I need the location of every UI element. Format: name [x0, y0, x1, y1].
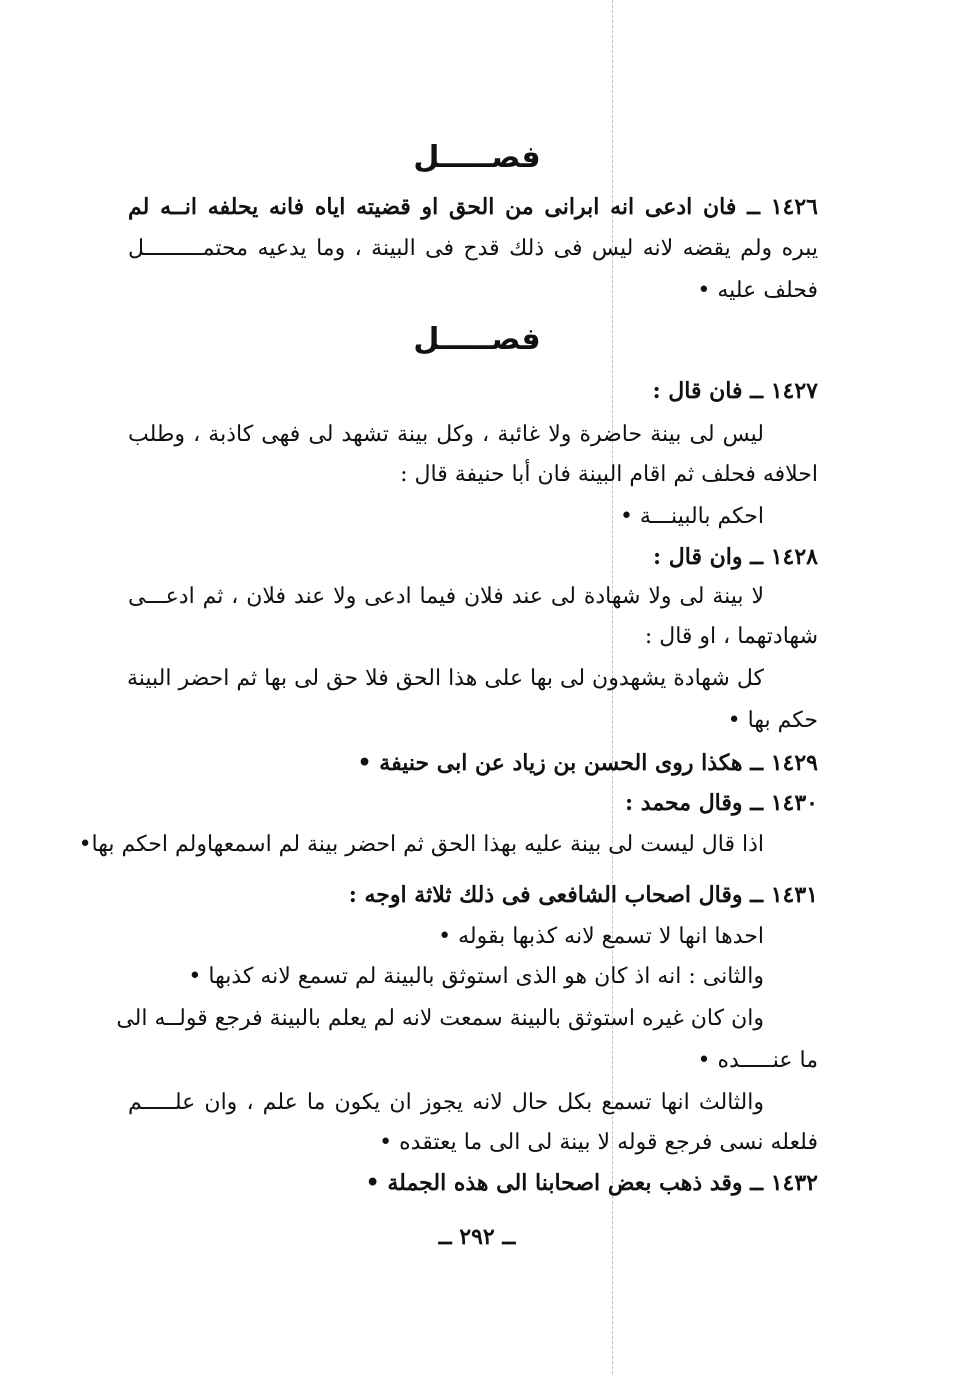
- text-line-4: ١٤٢٧ ــ فان قال :: [652, 378, 818, 404]
- text-line-15: اذا قال ليست لى بينة عليه بهذا الحق ثم احضر بينة لم اسمعهاولم احكم بها•: [78, 832, 764, 857]
- text-line-3: فحلف عليه •: [697, 278, 818, 303]
- text-line-16: ١٤٣١ ــ وقال اصحاب الشافعى فى ذلك ثلاثة اوجه :: [348, 882, 818, 908]
- text-line-20: ما عنـــــده •: [697, 1048, 818, 1073]
- section-heading-2: فصـــــل: [413, 322, 541, 357]
- text-line-18: والثانى : انه اذ كان هو الذى استوثق بالبينة لم تسمع لانه كذبها •: [188, 964, 764, 989]
- text-line-14: ١٤٣٠ ــ وقال محمد :: [625, 790, 818, 816]
- text-line-2: يبره ولم يقضه لانه ليس فى ذلك قدح فى البينة ، وما يدعيه محتمـــــــــل: [128, 236, 818, 261]
- text-line-13: ١٤٢٩ ــ هكذا روى الحسن بن زياد عن ابى حنيفة •: [357, 750, 818, 776]
- section-heading-1: فصـــــل: [413, 140, 541, 175]
- text-line-10: شهادتهما ، او قال :: [644, 624, 818, 649]
- text-line-17: احدها انها لا تسمع لانه كذبها بقوله •: [438, 924, 764, 949]
- text-line-8: ١٤٢٨ ــ وان قال :: [652, 544, 818, 570]
- page-number: ــ ٢٩٢ ــ: [438, 1224, 516, 1250]
- text-line-5: ليس لى بينة حاضرة ولا غائبة ، وكل بينة تشهد لى فهى كاذبة ، وطلب: [128, 422, 764, 447]
- text-line-12: حكم بها •: [727, 708, 818, 733]
- text-line-9: لا بينة لى ولا شهادة لى عند فلان فيما ادعى ولا عند فلان ، ثم ادعـــى: [128, 584, 764, 609]
- text-line-6: احلافه فحلف ثم اقام البينة فان أبا حنيفة قال :: [400, 462, 818, 487]
- text-line-11: كل شهادة يشهدون لى بها على هذا الحق فلا حق لى بها ثم احضر البينة: [126, 666, 764, 691]
- text-line-1: ١٤٢٦ ــ فان ادعى انه ابرانى من الحق او قضيته اياه فانه يحلفه انــه لم: [128, 194, 818, 220]
- text-line-21: والثالث انها تسمع بكل حال لانه يجوز ان يكون ما علم ، وان علـــــم: [128, 1090, 764, 1115]
- text-line-19: وان كان غيره استوثق بالبينة سمعت لانه لم يعلم بالبينة فرجع قولــه الى: [116, 1006, 764, 1031]
- text-line-23: ١٤٣٢ ــ وقد ذهب بعض اصحابنا الى هذه الجملة •: [365, 1170, 818, 1196]
- text-line-22: فلعله نسى فرجع قوله لا بينة لى الى ما يعتقده •: [379, 1130, 818, 1155]
- text-line-7: احكم بالبينـــة •: [619, 504, 764, 529]
